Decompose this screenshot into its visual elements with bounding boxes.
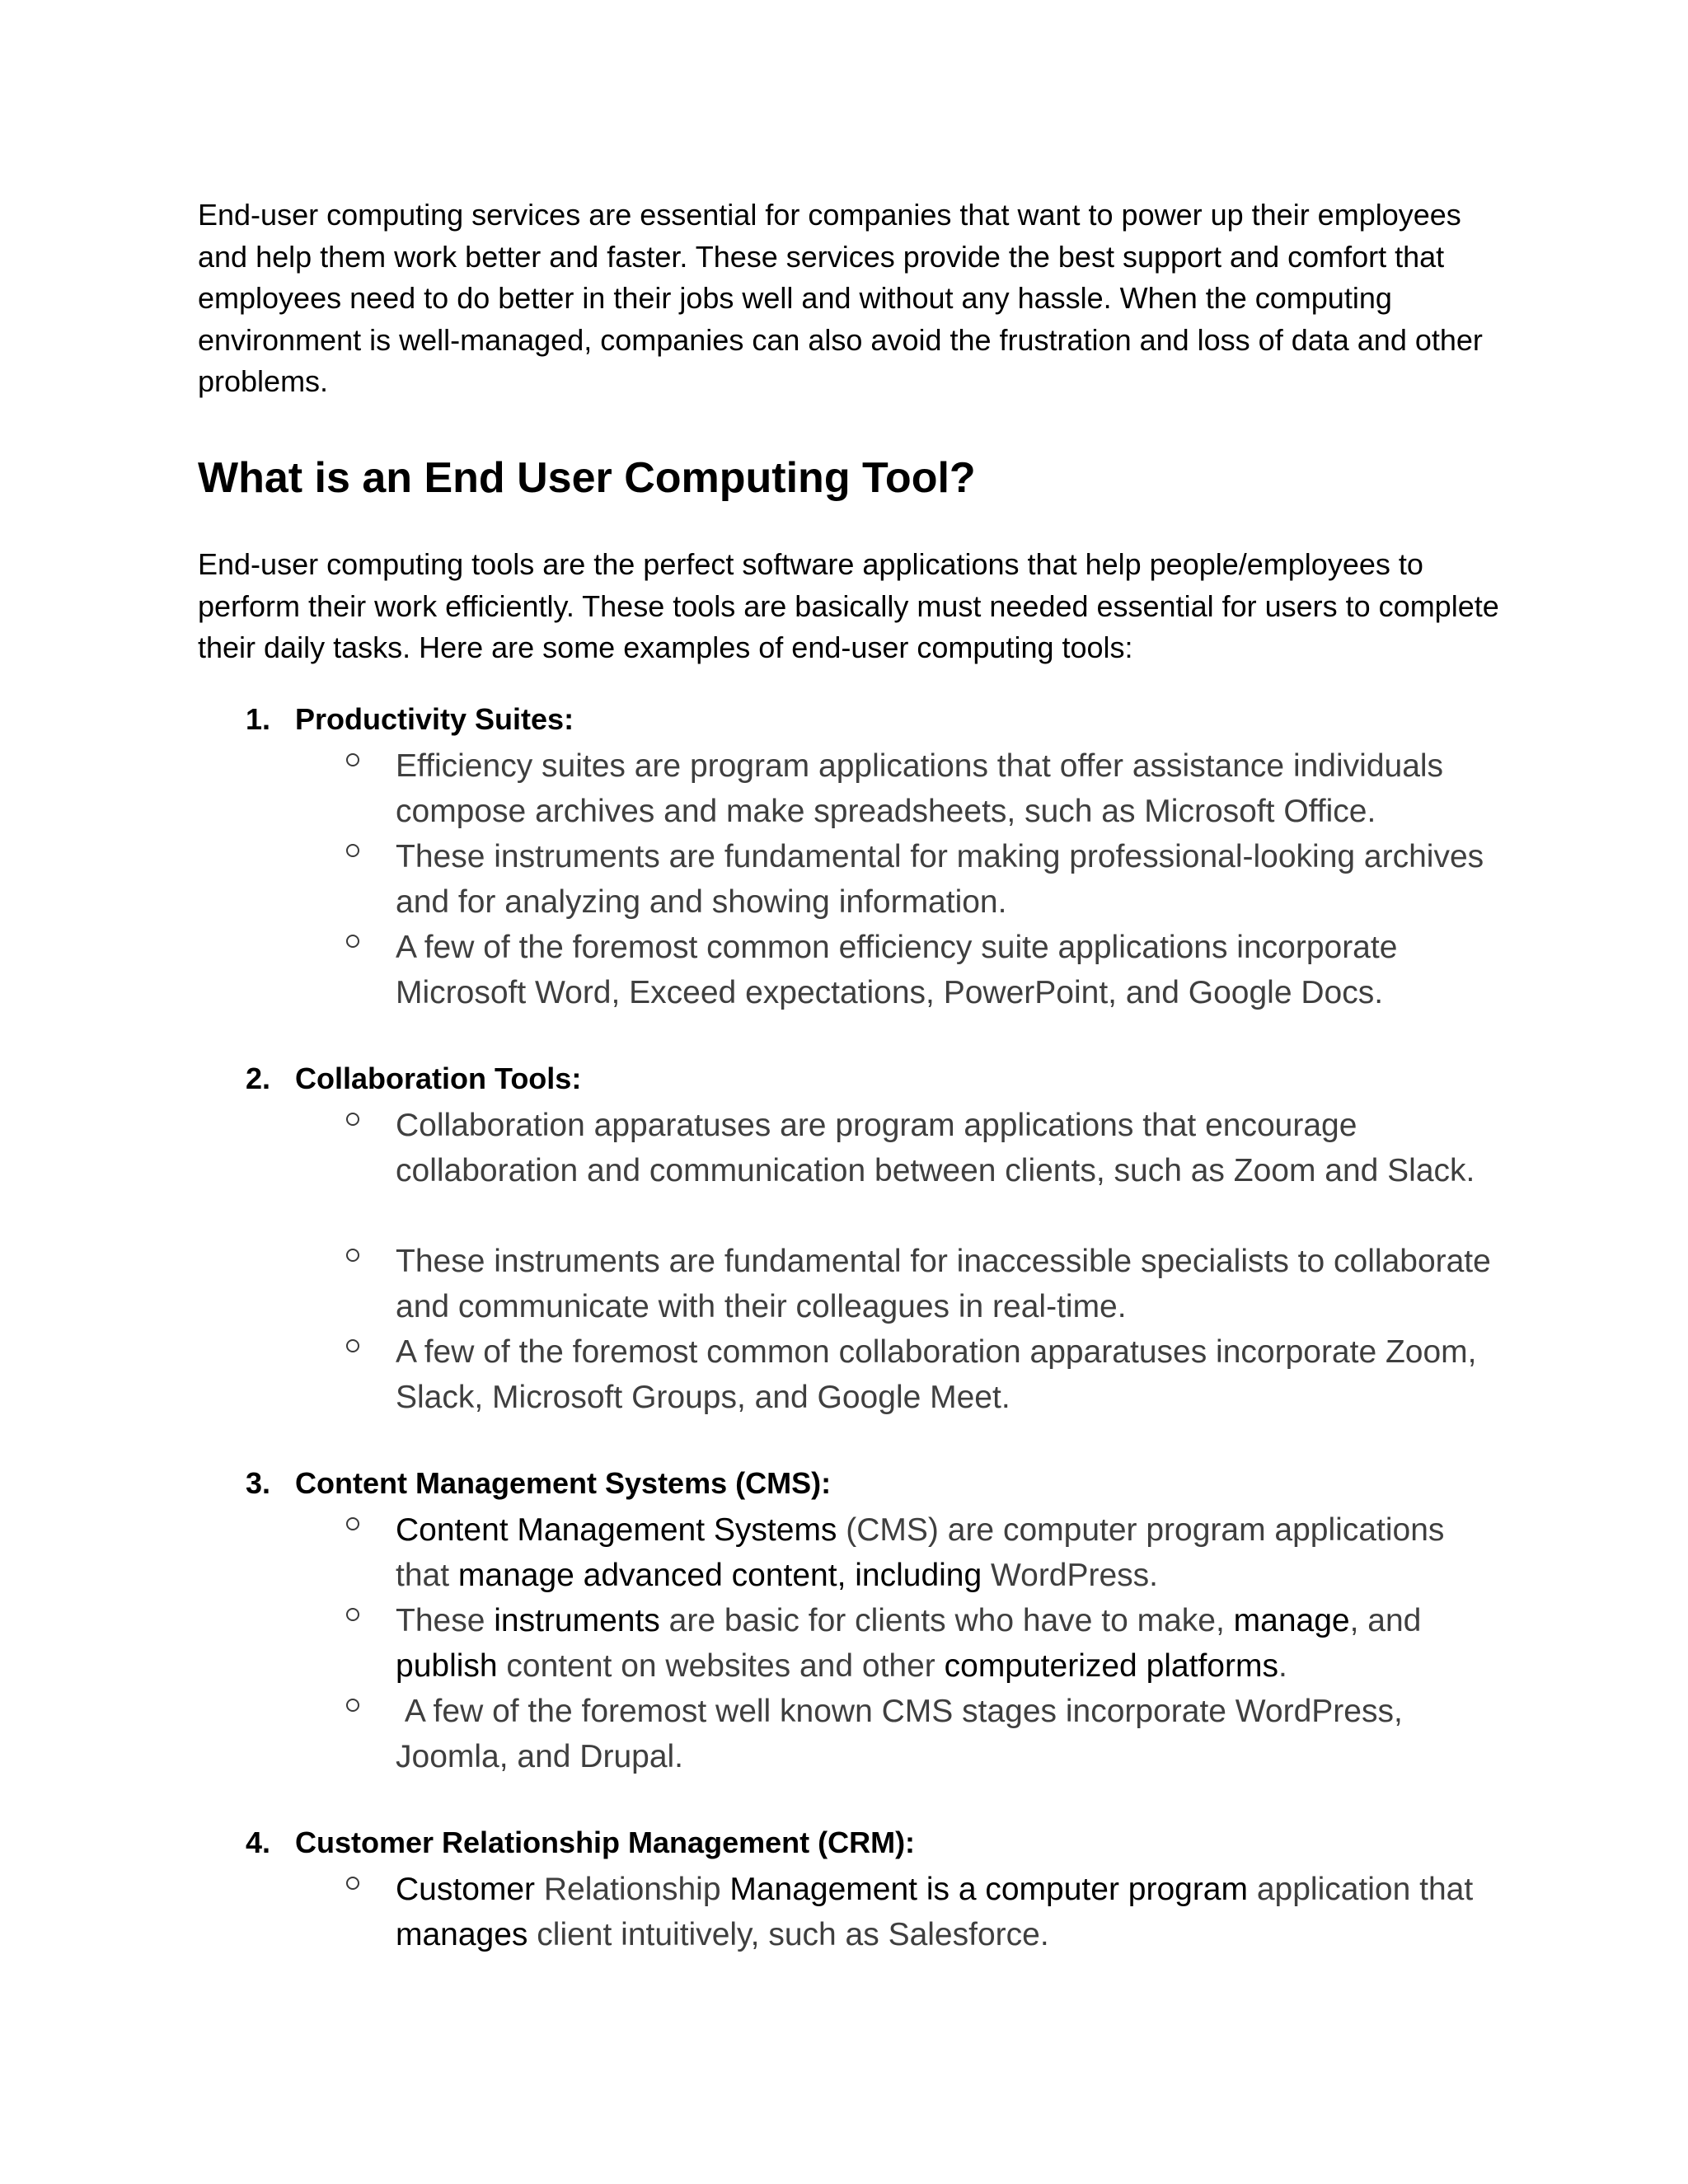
text-run: manages xyxy=(396,1917,528,1952)
text-run: , and xyxy=(1349,1603,1422,1638)
hollow-bullet-icon xyxy=(346,753,359,766)
text-run: content on websites and other xyxy=(497,1648,945,1684)
hollow-bullet-icon xyxy=(346,1877,359,1890)
list-number: 1. xyxy=(246,702,271,736)
section-title xyxy=(246,1058,581,1099)
hollow-bullet-icon xyxy=(346,1339,359,1352)
list-item-text: Efficiency suites are program applications that offer assistance individuals compose archives and make spreadsheets, such as Microsoft Office. xyxy=(396,748,1444,829)
text-run: publish xyxy=(396,1648,498,1684)
section-title xyxy=(246,1463,831,1504)
section-title-text: Collaboration Tools: xyxy=(295,1062,582,1095)
list-item-text xyxy=(396,1598,1500,1689)
section-title-text: Productivity Suites: xyxy=(295,702,574,736)
text-run: WordPress. xyxy=(982,1558,1159,1593)
text-run: Management is a computer program xyxy=(729,1872,1248,1907)
text-run: manage xyxy=(1233,1603,1350,1638)
section-title-text: Customer Relationship Management (CRM): xyxy=(295,1825,916,1859)
text-run: manage advanced content, including xyxy=(457,1558,982,1593)
list-number: 3. xyxy=(246,1466,271,1500)
text-run: Content Management Systems xyxy=(396,1512,837,1548)
hollow-bullet-icon xyxy=(346,1113,359,1126)
list-item-text: These instruments are fundamental for making professional-looking archives and for analyzing and showing information. xyxy=(396,839,1484,920)
text-run: (CMS) are computer program applications that xyxy=(396,1512,1445,1593)
hollow-bullet-icon xyxy=(346,1699,359,1712)
section-title xyxy=(246,699,574,740)
list-item-text: Collaboration apparatuses are program applications that encourage collaboration and communication between clients, such as Zoom and Slack. xyxy=(396,1108,1475,1188)
hollow-bullet-icon xyxy=(346,1249,359,1262)
list-item-text: A few of the foremost well known CMS stages incorporate WordPress, Joomla, and Drupal. xyxy=(396,1694,1412,1774)
hollow-bullet-icon xyxy=(346,1608,359,1621)
intro-paragraph: End-user computing services are essential for companies that want to power up their employees and help them work better and faster. These services provide the best support and comfort that employees need to do better in their jobs well and without any hassle. When the computing environment is well-managed, companies can also avoid the frustration and loss of data and other problems. xyxy=(198,198,1483,398)
list-number: 4. xyxy=(246,1825,271,1859)
text-run: . xyxy=(1278,1648,1287,1684)
list-item-text: A few of the foremost common efficiency suite applications incorporate Microsoft Word, Exceed expectations, PowerPoint, and Google Docs. xyxy=(396,930,1398,1010)
text-run: Relationship xyxy=(535,1872,730,1907)
text-run: These xyxy=(396,1603,495,1638)
text-run: instruments xyxy=(494,1603,660,1638)
section-title xyxy=(246,1822,915,1863)
text-run: are basic for clients who have to make, xyxy=(659,1603,1234,1638)
text-run: application that xyxy=(1248,1872,1474,1907)
tools-intro-paragraph: End-user computing tools are the perfect software applications that help people/employees to perform their work efficiently. These tools are basically must needed essential for users to complete their daily tasks. Here are some examples of end-user computing tools: xyxy=(198,547,1499,664)
text-run: client intuitively, such as Salesforce. xyxy=(528,1917,1049,1952)
section-heading: What is an End User Computing Tool? xyxy=(198,454,976,502)
list-item-text xyxy=(396,1867,1500,1957)
section-title-text: Content Management Systems (CMS): xyxy=(295,1466,832,1500)
list-number: 2. xyxy=(246,1062,271,1095)
list-item-text: These instruments are fundamental for inaccessible specialists to collaborate and communicate with their colleagues in real-time. xyxy=(396,1244,1491,1324)
hollow-bullet-icon xyxy=(346,935,359,948)
hollow-bullet-icon xyxy=(346,1517,359,1530)
text-run: computerized platforms xyxy=(944,1648,1278,1684)
list-item-text: A few of the foremost common collaboration apparatuses incorporate Zoom, Slack, Microsoft Groups, and Google Meet. xyxy=(396,1334,1477,1415)
hollow-bullet-icon xyxy=(346,844,359,857)
list-item-text xyxy=(396,1507,1500,1598)
text-run: Customer xyxy=(396,1872,536,1907)
